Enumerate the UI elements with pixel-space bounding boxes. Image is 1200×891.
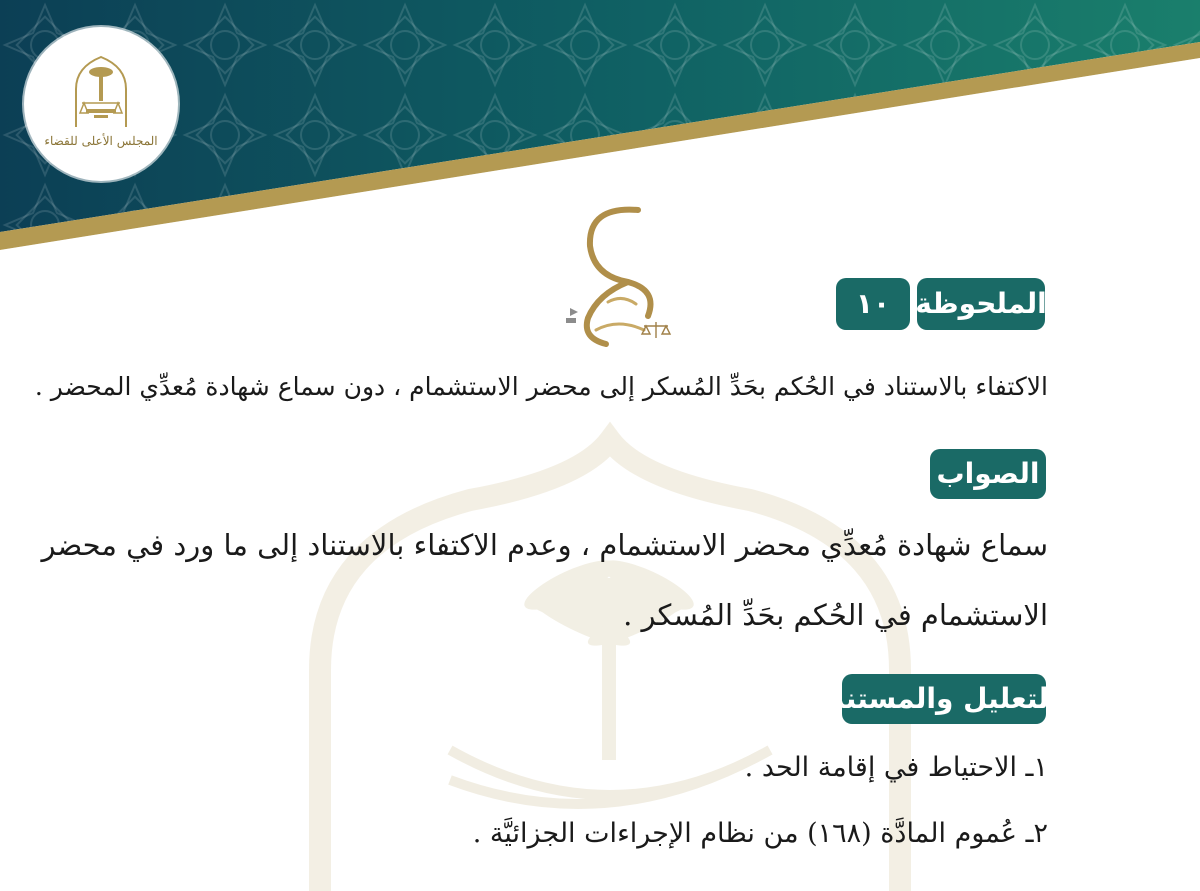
note-label-pill — [917, 278, 1045, 330]
reasoning-item-2: ٢ـ عُموم المادَّة (١٦٨) من نظام الإجراءات الجزائيَّة . — [472, 818, 1048, 849]
note-label: الملحوظة — [915, 287, 1047, 320]
note-number-pill — [836, 278, 910, 330]
reasoning-item-1: ١ـ الاحتياط في إقامة الحد . — [744, 752, 1048, 783]
reasoning-heading: التعليل والمستند — [829, 682, 1059, 715]
correct-heading: الصواب — [936, 457, 1040, 490]
council-logo — [24, 27, 178, 181]
correct-text-line-2: الاستشمام في الحُكم بحَدِّ المُسكر . — [623, 598, 1048, 632]
calligraphy-emblem — [548, 198, 678, 358]
note-number: ١٠ — [855, 287, 891, 320]
reasoning-heading-pill — [829, 674, 1059, 724]
note-text: الاكتفاء بالاستناد في الحُكم بحَدِّ المُسكر إلى محضر الاستشمام ، دون سماع شهادة مُعدِّي المحضر . — [34, 372, 1048, 401]
correct-heading-pill — [930, 449, 1046, 499]
logo-caption: المجلس الأعلى للقضاء — [44, 134, 158, 148]
correct-text-line-1: سماع شهادة مُعدِّي محضر الاستشمام ، وعدم الاكتفاء بالاستناد إلى ما ورد في محضر — [41, 528, 1048, 562]
